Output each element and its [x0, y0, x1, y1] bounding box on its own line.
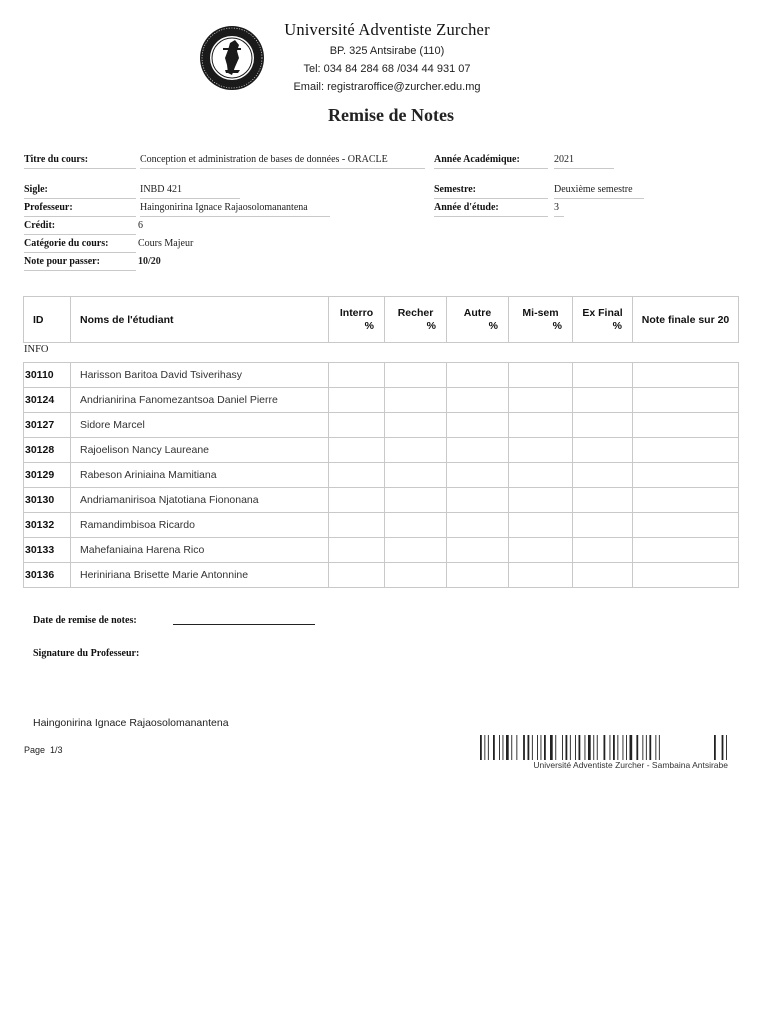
barcode-bar	[544, 735, 546, 760]
grade-cell-misem[interactable]	[509, 513, 573, 538]
student-name: Harisson Baritoa David Tsiverihasy	[71, 363, 329, 388]
divider	[24, 198, 136, 199]
grade-cell-recher[interactable]	[385, 413, 447, 438]
pass-grade-value: 10/20	[138, 256, 161, 267]
barcode-bar	[630, 735, 633, 760]
barcode-bar	[499, 735, 500, 760]
page-label: Page	[24, 745, 46, 755]
grade-cell-exfinal[interactable]	[573, 363, 633, 388]
student-id: 30110	[24, 363, 71, 388]
pass-grade-label: Note pour passer:	[24, 256, 100, 267]
percent-label: %	[612, 319, 622, 332]
barcode-bar	[636, 735, 638, 760]
barcode-bar	[537, 735, 538, 760]
student-name: Heriniriana Brisette Marie Antonnine	[71, 563, 329, 588]
grade-cell-interro[interactable]	[329, 488, 385, 513]
divider	[24, 234, 136, 235]
student-id: 30124	[24, 388, 71, 413]
student-name: Andrianirina Fanomezantsoa Daniel Pierre	[71, 388, 329, 413]
student-id: 30130	[24, 488, 71, 513]
category-value: Cours Majeur	[138, 238, 194, 249]
code-label: Sigle:	[24, 184, 48, 195]
student-name: Rabeson Ariniaina Mamitiana	[71, 463, 329, 488]
grade-cell-autre[interactable]	[447, 488, 509, 513]
divider	[140, 216, 330, 217]
grade-cell-final[interactable]	[633, 463, 739, 488]
barcode-bar	[516, 735, 517, 760]
grade-cell-final[interactable]	[633, 363, 739, 388]
professor-label: Professeur:	[24, 202, 73, 213]
grade-cell-interro[interactable]	[329, 563, 385, 588]
signature-label: Signature du Professeur:	[33, 648, 140, 659]
study-year-label: Année d'étude:	[434, 202, 499, 213]
barcode-bar	[562, 735, 563, 760]
col-recher-header	[385, 297, 447, 343]
barcode-bar	[566, 735, 568, 760]
table-header-row	[24, 297, 739, 343]
grade-cell-misem[interactable]	[509, 413, 573, 438]
grade-cell-autre[interactable]	[447, 538, 509, 563]
barcode-bar	[642, 735, 643, 760]
table-row	[24, 488, 739, 513]
barcode-bar	[655, 735, 656, 760]
category-label: Catégorie du cours:	[24, 238, 109, 249]
grade-cell-interro[interactable]	[329, 438, 385, 463]
grade-cell-exfinal[interactable]	[573, 388, 633, 413]
divider	[554, 168, 614, 169]
grade-cell-recher[interactable]	[385, 538, 447, 563]
student-id: 30133	[24, 538, 71, 563]
grade-cell-autre[interactable]	[447, 413, 509, 438]
table-row	[24, 463, 739, 488]
page-indicator	[24, 745, 63, 755]
divider	[24, 216, 136, 217]
col-name-header: Noms de l'étudiant	[71, 297, 329, 343]
grade-cell-misem[interactable]	[509, 363, 573, 388]
divider	[24, 168, 136, 169]
academic-year-value: 2021	[554, 154, 574, 165]
col-autre-label: Autre	[463, 306, 492, 319]
barcode-bar	[659, 735, 660, 760]
barcode-bar	[726, 735, 727, 760]
grade-cell-interro[interactable]	[329, 463, 385, 488]
grade-cell-misem[interactable]	[509, 488, 573, 513]
barcode-bar	[575, 735, 576, 760]
university-email: Email: registraroffice@zurcher.edu.mg	[293, 81, 481, 93]
col-interro-label: Interro	[339, 306, 374, 319]
grade-cell-exfinal[interactable]	[573, 538, 633, 563]
professor-signature-name: Haingonirina Ignace Rajaosolomanantena	[33, 717, 229, 729]
student-id: 30132	[24, 513, 71, 538]
grade-cell-recher[interactable]	[385, 488, 447, 513]
col-exfinal-label: Ex Final	[582, 306, 623, 319]
barcode-bar	[570, 735, 571, 760]
student-id: 30127	[24, 413, 71, 438]
grade-cell-exfinal[interactable]	[573, 488, 633, 513]
grade-cell-recher[interactable]	[385, 438, 447, 463]
grade-cell-final[interactable]	[633, 413, 739, 438]
divider	[554, 216, 564, 217]
barcode-bar	[626, 735, 627, 760]
barcode-bar	[511, 735, 512, 760]
divider	[434, 198, 548, 199]
grade-cell-exfinal[interactable]	[573, 563, 633, 588]
professor-value: Haingonirina Ignace Rajaosolomanantena	[140, 202, 308, 213]
table-row	[24, 413, 739, 438]
barcode-bar	[541, 735, 542, 760]
barcode-bar	[613, 735, 615, 760]
grade-cell-recher[interactable]	[385, 388, 447, 413]
grade-cell-final[interactable]	[633, 513, 739, 538]
percent-label: %	[426, 319, 436, 332]
percent-label: %	[488, 319, 498, 332]
divider	[434, 216, 548, 217]
grade-cell-misem[interactable]	[509, 538, 573, 563]
student-id: 30129	[24, 463, 71, 488]
col-interro-header	[329, 297, 385, 343]
col-id-header: ID	[24, 297, 71, 343]
student-name: Mahefaniaina Harena Rico	[71, 538, 329, 563]
barcode-bar	[597, 735, 598, 760]
grade-cell-recher[interactable]	[385, 363, 447, 388]
semester-label: Semestre:	[434, 184, 477, 195]
student-id: 30136	[24, 563, 71, 588]
grade-cell-autre[interactable]	[447, 363, 509, 388]
col-misem-label: Mi-sem	[522, 306, 559, 319]
divider	[140, 168, 425, 169]
divider	[554, 198, 644, 199]
barcode-bar	[617, 735, 618, 760]
grade-cell-interro[interactable]	[329, 513, 385, 538]
divider	[24, 252, 136, 253]
barcode-bar	[588, 735, 591, 760]
submission-date-label: Date de remise de notes:	[33, 615, 137, 626]
grade-cell-exfinal[interactable]	[573, 438, 633, 463]
barcode-bar	[484, 735, 485, 760]
barcode-bar	[649, 735, 651, 760]
university-name: Université Adventiste Zurcher	[284, 20, 490, 39]
grade-cell-autre[interactable]	[447, 513, 509, 538]
student-name: Rajoelison Nancy Laureane	[71, 438, 329, 463]
barcode-bar	[623, 735, 624, 760]
grade-cell-final[interactable]	[633, 538, 739, 563]
university-phone: Tel: 034 84 284 68 /034 44 931 07	[303, 63, 471, 75]
grade-cell-recher[interactable]	[385, 463, 447, 488]
barcode-bar	[488, 735, 489, 760]
table-row	[24, 438, 739, 463]
col-misem-header	[509, 297, 573, 343]
grade-cell-final[interactable]	[633, 488, 739, 513]
course-title-value: Conception et administration de bases de données - ORACLE	[140, 154, 388, 165]
student-name: Andriamanirisoa Njatotiana Fiononana	[71, 488, 329, 513]
table-row	[24, 388, 739, 413]
grade-cell-interro[interactable]	[329, 388, 385, 413]
grade-cell-final[interactable]	[633, 563, 739, 588]
divider	[24, 270, 136, 271]
grade-cell-exfinal[interactable]	[573, 513, 633, 538]
barcode-bar	[579, 735, 581, 760]
barcode-bar	[528, 735, 530, 760]
grade-cell-autre[interactable]	[447, 563, 509, 588]
table-row	[24, 538, 739, 563]
grade-cell-autre[interactable]	[447, 438, 509, 463]
study-year-value: 3	[554, 202, 559, 213]
barcode-bar	[722, 735, 724, 760]
col-exfinal-header	[573, 297, 633, 343]
percent-label: %	[364, 319, 374, 332]
academic-year-label: Année Académique:	[434, 154, 520, 165]
grade-cell-interro[interactable]	[329, 413, 385, 438]
barcode-bar	[593, 735, 594, 760]
table-row	[24, 563, 739, 588]
page-number: 1/3	[50, 745, 63, 755]
student-id: 30128	[24, 438, 71, 463]
university-address: BP. 325 Antsirabe (110)	[329, 45, 445, 57]
grade-cell-exfinal[interactable]	[573, 463, 633, 488]
course-title-label: Titre du cours:	[24, 154, 89, 165]
barcode-bar	[610, 735, 611, 760]
barcode-bar	[604, 735, 606, 760]
grade-cell-recher[interactable]	[385, 513, 447, 538]
grade-cell-final[interactable]	[633, 438, 739, 463]
col-autre-header	[447, 297, 509, 343]
barcode-bar	[555, 735, 556, 760]
barcode-bar	[503, 735, 504, 760]
barcode-bar	[714, 735, 716, 760]
student-name: Sidore Marcel	[71, 413, 329, 438]
barcode	[480, 735, 728, 760]
percent-label: %	[552, 319, 562, 332]
grades-table	[23, 362, 739, 588]
divider	[434, 168, 548, 169]
grade-cell-autre[interactable]	[447, 388, 509, 413]
submission-date-line	[173, 624, 315, 625]
barcode-bar	[493, 735, 495, 760]
barcode-bar	[585, 735, 586, 760]
grade-cell-misem[interactable]	[509, 563, 573, 588]
grades-table-header	[23, 296, 739, 343]
grade-cell-exfinal[interactable]	[573, 413, 633, 438]
semester-value: Deuxième semestre	[554, 184, 633, 195]
barcode-bar	[523, 735, 525, 760]
table-row	[24, 363, 739, 388]
grades-table-body	[24, 363, 739, 588]
col-recher-label: Recher	[397, 306, 434, 319]
document-title: Remise de Notes	[328, 105, 454, 125]
barcode-bar	[646, 735, 647, 760]
barcode-bar	[506, 735, 509, 760]
table-row	[24, 513, 739, 538]
barcode-bar	[532, 735, 533, 760]
grade-cell-interro[interactable]	[329, 538, 385, 563]
credit-label: Crédit:	[24, 220, 56, 231]
grade-cell-final[interactable]	[633, 388, 739, 413]
barcode-bar	[550, 735, 553, 760]
grade-cell-recher[interactable]	[385, 563, 447, 588]
grade-cell-misem[interactable]	[509, 438, 573, 463]
grade-cell-misem[interactable]	[509, 388, 573, 413]
group-label: INFO	[24, 344, 49, 355]
grade-cell-autre[interactable]	[447, 463, 509, 488]
student-name: Ramandimbisoa Ricardo	[71, 513, 329, 538]
divider	[140, 198, 240, 199]
barcode-bar	[480, 735, 482, 760]
grade-cell-misem[interactable]	[509, 463, 573, 488]
barcode-caption: Université Adventiste Zurcher - Sambaina Antsirabe	[533, 760, 728, 770]
grade-cell-interro[interactable]	[329, 363, 385, 388]
credit-value: 6	[138, 220, 143, 231]
code-value: INBD 421	[140, 184, 182, 195]
col-final-header: Note finale sur 20	[633, 297, 739, 343]
